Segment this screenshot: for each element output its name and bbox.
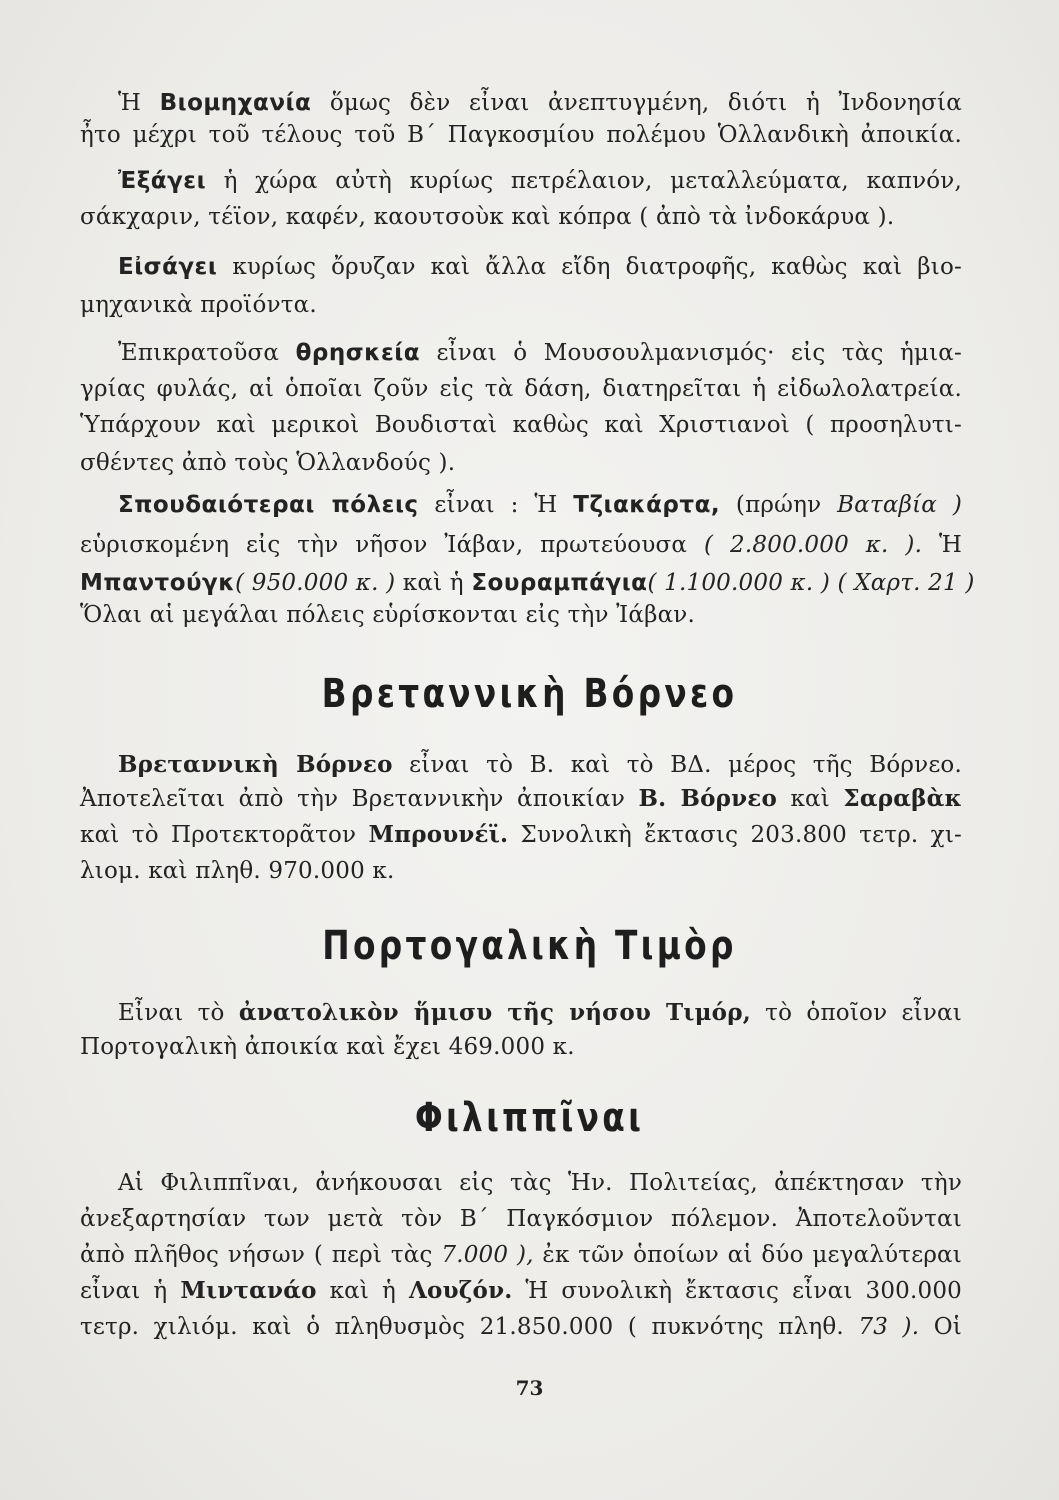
cities-line-2: εὑρισκομένη εἰς τὴν νῆσον Ἰάβαν, πρωτεύουσα ( 2.800.000 κ. ). Ἡ <box>80 532 962 558</box>
religion-line-4: σθέντες ἀπὸ τοὺς Ὁλλανδούς ). <box>80 450 456 476</box>
exports-line-1: Ἐξάγει ἡ χώρα αὐτὴ κυρίως πετρέλαιον, μεταλλεύματα, καπνόν, <box>118 168 962 194</box>
industry-line-2: ἦτο μέχρι τοῦ τέλους τοῦ Β΄ Παγκοσμίου πολέμου Ὁλλανδικὴ ἀποικία. <box>80 122 962 148</box>
industry-line-1: Ἡ Βιομηχανία ὅμως δὲν εἶναι ἀνεπτυγμένη, διότι ἡ Ἰνδονησία <box>118 90 962 116</box>
exports-line-2: σάκχαριν, τέϊον, καφέν, καουτσοὺκ καὶ κόπρα ( ἀπὸ τὰ ἰνδοκάρυα ). <box>80 204 895 230</box>
religion-line-2: γρίας φυλάς, αἱ ὁποῖαι ζοῦν εἰς τὰ δάση, διατηρεῖται ἡ εἰδωλολατρεία. <box>80 376 962 402</box>
philippines-line-4: εἶναι ἡ Μιντανάο καὶ ἡ Λουζόν. Ἡ συνολικὴ ἔκτασις εἶναι 300.000 <box>80 1277 962 1304</box>
philippines-line-1: Αἱ Φιλιππῖναι, ἀνήκουσαι εἰς τὰς Ἡν. Πολιτείας, ἀπέκτησαν τὴν <box>118 1170 962 1196</box>
cities-line-4: Ὅλαι αἱ μεγάλαι πόλεις εὑρίσκονται εἰς τὴν Ἰάβαν. <box>80 602 695 628</box>
heading-philippines: Φιλιππῖναι <box>414 1095 645 1141</box>
religion-line-3: Ὑπάρχουν καὶ μερικοὶ Βουδισταὶ καθὼς καὶ Χριστιανοὶ ( προσηλυτι- <box>80 412 962 438</box>
religion-line-1: Ἐπικρατοῦσα θρησκεία εἶναι ὁ Μουσουλμανισμός· εἰς τὰς ἡμια- <box>118 340 962 366</box>
heading-portuguese-timor: Πορτογαλικὴ Τιμὸρ <box>322 923 737 969</box>
timor-line-2: Πορτογαλικὴ ἀποικία καὶ ἔχει 469.000 κ. <box>80 1034 575 1060</box>
cities-line-1: Σπουδαιότεραι πόλεις εἶναι : Ἡ Τζιακάρτα, (πρώην Βαταβία ) <box>118 492 962 518</box>
borneo-line-2: Ἀποτελεῖται ἀπὸ τὴν Βρεταννικὴν ἀποικίαν Β. Βόρνεο καὶ Σαραβὰκ <box>80 785 962 812</box>
philippines-line-3: ἀπὸ πλῆθος νήσων ( περὶ τὰς 7.000 ), ἐκ τῶν ὁποίων αἱ δύο μεγαλύτεραι <box>80 1242 962 1268</box>
philippines-line-5: τετρ. χιλιόμ. καὶ ὁ πληθυσμὸς 21.850.000 ( πυκνότης πληθ. 73 ). Οἱ <box>80 1314 962 1340</box>
cities-line-3: Μπαντούγκ( 950.000 κ. ) καὶ ἡ Σουραμπάγια( 1.100.000 κ. ) ( Χαρτ. 21 ) <box>80 570 975 596</box>
borneo-line-4: λιομ. καὶ πληθ. 970.000 κ. <box>80 858 395 884</box>
imports-line-1: Εἰσάγει κυρίως ὄρυζαν καὶ ἄλλα εἴδη διατροφῆς, καθὼς καὶ βιο- <box>118 254 962 280</box>
borneo-line-1: Βρεταννικὴ Βόρνεο εἶναι τὸ Β. καὶ τὸ ΒΔ. μέρος τῆς Βόρνεο. <box>118 751 962 778</box>
imports-line-2: μηχανικὰ προϊόντα. <box>80 292 317 318</box>
heading-british-borneo: Βρεταννικὴ Βόρνεο <box>321 671 738 717</box>
philippines-line-2: ἀνεξαρτησίαν των μετὰ τὸν Β΄ Παγκόσμιον πόλεμον. Ἀποτελοῦνται <box>80 1206 962 1232</box>
borneo-line-3: καὶ τὸ Προτεκτορᾶτον Μπρουνέϊ. Συνολικὴ ἔκτασις 203.800 τετρ. χι- <box>80 821 963 848</box>
timor-line-1: Εἶναι τὸ ἀνατολικὸν ἥμισυ τῆς νήσου Τιμόρ, τὸ ὁποῖον εἶναι <box>118 999 962 1026</box>
page-number: 73 <box>515 1376 544 1400</box>
